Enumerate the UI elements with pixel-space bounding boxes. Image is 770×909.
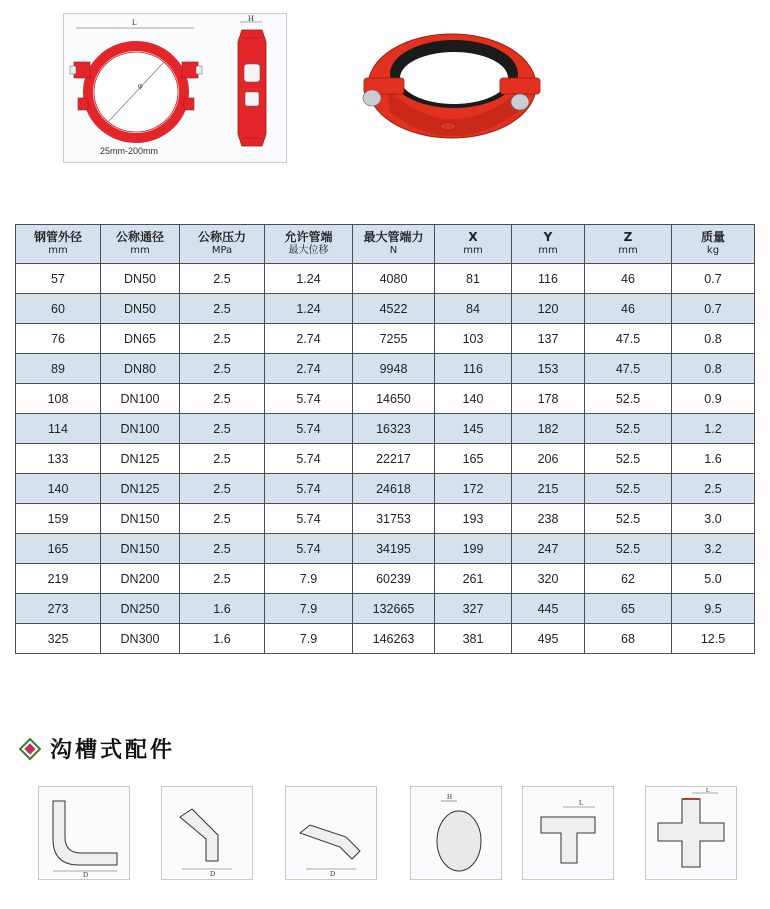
table-cell: 1.24 — [265, 294, 353, 324]
table-header-row — [16, 225, 755, 264]
column-header — [101, 225, 180, 264]
table-cell: 7.9 — [265, 624, 353, 654]
table-cell: 52.5 — [585, 384, 672, 414]
table-cell: 1.6 — [180, 624, 265, 654]
column-header-title: X — [468, 230, 478, 244]
table-cell: 52.5 — [585, 474, 672, 504]
fitting-cross — [645, 786, 737, 880]
table-cell: 193 — [435, 504, 512, 534]
label-l: L — [132, 18, 137, 27]
fitting-elbow-22 — [285, 786, 377, 880]
coupling-photo — [350, 20, 550, 150]
table-row — [16, 294, 755, 324]
table-cell: 3.2 — [672, 534, 755, 564]
table-cell: DN80 — [101, 354, 180, 384]
table-cell: 1.6 — [180, 594, 265, 624]
column-header-title: 允许管端 — [284, 230, 333, 244]
table-cell: 89 — [16, 354, 101, 384]
table-cell: 60239 — [353, 564, 435, 594]
table-cell: 4522 — [353, 294, 435, 324]
table-cell: 62 — [585, 564, 672, 594]
table-cell: 1.2 — [672, 414, 755, 444]
fitting-tee — [522, 786, 614, 880]
table-cell: 247 — [512, 534, 585, 564]
section-title: 沟槽式配件 — [50, 738, 176, 763]
table-cell: 2.74 — [265, 324, 353, 354]
table-cell: 31753 — [353, 504, 435, 534]
coupling-photo-svg — [350, 20, 550, 150]
table-cell: 132665 — [353, 594, 435, 624]
table-cell: 65 — [585, 594, 672, 624]
table-cell: 0.8 — [672, 354, 755, 384]
table-cell: 137 — [512, 324, 585, 354]
table-cell: 215 — [512, 474, 585, 504]
table-cell: 178 — [512, 384, 585, 414]
table-cell: 381 — [435, 624, 512, 654]
table-cell: 46 — [585, 264, 672, 294]
side-view — [238, 30, 266, 146]
table-row — [16, 324, 755, 354]
elbow-45-icon — [162, 787, 252, 879]
table-cell: 57 — [16, 264, 101, 294]
table-cell: 9948 — [353, 354, 435, 384]
column-header — [585, 225, 672, 264]
column-header-title: Y — [543, 230, 553, 244]
table-cell: 108 — [16, 384, 101, 414]
table-cell: 325 — [16, 624, 101, 654]
table-cell: 116 — [512, 264, 585, 294]
table-cell: 2.5 — [180, 504, 265, 534]
fitting-dim-label: D — [83, 871, 89, 879]
table-cell: 4080 — [353, 264, 435, 294]
table-cell: 165 — [435, 444, 512, 474]
column-header-unit: mm — [130, 245, 150, 256]
table-cell: 153 — [512, 354, 585, 384]
table-cell: 206 — [512, 444, 585, 474]
table-cell: 495 — [512, 624, 585, 654]
table-row — [16, 414, 755, 444]
table-cell: DN65 — [101, 324, 180, 354]
table-cell: 7255 — [353, 324, 435, 354]
table-cell: 2.5 — [180, 414, 265, 444]
cap-icon — [411, 787, 501, 879]
table-cell: 9.5 — [672, 594, 755, 624]
column-header-title: 最大管端力 — [363, 230, 424, 244]
table-cell: DN300 — [101, 624, 180, 654]
table-cell: 47.5 — [585, 354, 672, 384]
table-cell: 120 — [512, 294, 585, 324]
column-header — [672, 225, 755, 264]
table-cell: DN250 — [101, 594, 180, 624]
table-cell: 2.5 — [180, 474, 265, 504]
table-cell: 140 — [16, 474, 101, 504]
table-cell: DN100 — [101, 384, 180, 414]
table-cell: 165 — [16, 534, 101, 564]
fitting-dim-label: H — [447, 793, 453, 801]
table-row — [16, 564, 755, 594]
table-cell: 0.7 — [672, 294, 755, 324]
elbow-90-icon — [39, 787, 129, 879]
fitting-elbow-45 — [161, 786, 253, 880]
table-cell: 5.74 — [265, 414, 353, 444]
table-cell: 7.9 — [265, 564, 353, 594]
column-header-unit: 最大位移 — [288, 245, 329, 256]
table-cell: DN125 — [101, 444, 180, 474]
label-phi: φ — [138, 81, 143, 90]
table-cell: 172 — [435, 474, 512, 504]
table-cell: 3.0 — [672, 504, 755, 534]
table-cell: 52.5 — [585, 414, 672, 444]
table-cell: 145 — [435, 414, 512, 444]
column-header-unit: kg — [706, 245, 720, 256]
table-cell: 47.5 — [585, 324, 672, 354]
table-cell: 34195 — [353, 534, 435, 564]
table-cell: 52.5 — [585, 534, 672, 564]
table-cell: 52.5 — [585, 444, 672, 474]
table-cell: DN50 — [101, 294, 180, 324]
table-cell: 12.5 — [672, 624, 755, 654]
table-cell: 2.5 — [180, 564, 265, 594]
table-row — [16, 384, 755, 414]
table-cell: DN125 — [101, 474, 180, 504]
column-header-title: Z — [623, 230, 633, 244]
table-body — [16, 264, 755, 654]
column-header — [512, 225, 585, 264]
table-cell: DN200 — [101, 564, 180, 594]
table-cell: 2.5 — [180, 294, 265, 324]
table-cell: DN150 — [101, 504, 180, 534]
table-cell: 320 — [512, 564, 585, 594]
table-cell: 2.5 — [180, 534, 265, 564]
table-cell: 2.5 — [180, 324, 265, 354]
fitting-dim-label: D — [210, 870, 216, 878]
table-cell: 5.74 — [265, 504, 353, 534]
table-cell: 5.0 — [672, 564, 755, 594]
fitting-elbow-90 — [38, 786, 130, 880]
column-header-title: 公称压力 — [197, 230, 246, 244]
table-cell: 219 — [16, 564, 101, 594]
spec-table — [15, 224, 755, 654]
coupling-drawing-svg — [64, 14, 286, 162]
table-cell: 327 — [435, 594, 512, 624]
table-cell: 81 — [435, 264, 512, 294]
table-cell: 116 — [435, 354, 512, 384]
table-cell: 22217 — [353, 444, 435, 474]
column-header — [353, 225, 435, 264]
tee-icon — [523, 787, 613, 879]
table-cell: 7.9 — [265, 594, 353, 624]
table-cell: 5.74 — [265, 534, 353, 564]
fitting-dim-label: D — [330, 870, 336, 878]
size-range-caption: 25mm-200mm — [100, 146, 159, 156]
fitting-dim-label: L — [706, 788, 710, 794]
column-header-title: 公称通径 — [115, 230, 164, 244]
table-cell: 76 — [16, 324, 101, 354]
table-cell: 1.24 — [265, 264, 353, 294]
table-cell: 261 — [435, 564, 512, 594]
table-cell: 5.74 — [265, 474, 353, 504]
table-cell: DN150 — [101, 534, 180, 564]
table-row — [16, 624, 755, 654]
table-cell: 60 — [16, 294, 101, 324]
column-header-unit: mm — [463, 245, 483, 256]
table-cell: 2.5 — [180, 354, 265, 384]
table-cell: 103 — [435, 324, 512, 354]
fitting-dim-label: L — [579, 799, 584, 807]
table-cell: 445 — [512, 594, 585, 624]
elbow-22-icon — [286, 787, 376, 879]
cross-icon — [646, 787, 736, 879]
table-cell: 2.5 — [180, 264, 265, 294]
table-cell: 0.7 — [672, 264, 755, 294]
table-cell: 52.5 — [585, 504, 672, 534]
column-header-unit: mm — [618, 245, 638, 256]
column-header — [265, 225, 353, 264]
table-cell: DN100 — [101, 414, 180, 444]
table-cell: 84 — [435, 294, 512, 324]
column-header — [180, 225, 265, 264]
table-cell: 0.8 — [672, 324, 755, 354]
table-cell: 238 — [512, 504, 585, 534]
table-row — [16, 354, 755, 384]
table-cell: 114 — [16, 414, 101, 444]
table-cell: 273 — [16, 594, 101, 624]
table-row — [16, 474, 755, 504]
table-cell: 133 — [16, 444, 101, 474]
table-cell: 1.6 — [672, 444, 755, 474]
table-cell: 146263 — [353, 624, 435, 654]
column-header-unit: N — [389, 245, 398, 256]
table-cell: 182 — [512, 414, 585, 444]
column-header-title: 质量 — [700, 230, 725, 244]
table-cell: 16323 — [353, 414, 435, 444]
table-cell: 199 — [435, 534, 512, 564]
column-header-unit: MPa — [211, 245, 233, 256]
diamond-bullet-icon — [19, 737, 42, 760]
coupling-drawing — [63, 13, 287, 163]
fitting-cap — [410, 786, 502, 880]
table-cell: 46 — [585, 294, 672, 324]
table-cell: 2.5 — [180, 444, 265, 474]
table-row — [16, 444, 755, 474]
table-cell: 68 — [585, 624, 672, 654]
column-header — [16, 225, 101, 264]
table-cell: 5.74 — [265, 444, 353, 474]
table-cell: 2.5 — [672, 474, 755, 504]
column-header-title: 钢管外径 — [33, 230, 82, 244]
table-row — [16, 264, 755, 294]
table-cell: 0.9 — [672, 384, 755, 414]
table-cell: 5.74 — [265, 384, 353, 414]
table-cell: 2.5 — [180, 384, 265, 414]
table-row — [16, 504, 755, 534]
table-cell: 14650 — [353, 384, 435, 414]
column-header-unit: mm — [538, 245, 558, 256]
table-cell: 2.74 — [265, 354, 353, 384]
table-row — [16, 594, 755, 624]
section-heading — [22, 733, 175, 764]
table-cell: 159 — [16, 504, 101, 534]
table-cell: 140 — [435, 384, 512, 414]
table-cell: 24618 — [353, 474, 435, 504]
column-header-unit: mm — [48, 245, 68, 256]
table-row — [16, 534, 755, 564]
table-cell: DN50 — [101, 264, 180, 294]
label-h: H — [248, 14, 254, 23]
column-header — [435, 225, 512, 264]
